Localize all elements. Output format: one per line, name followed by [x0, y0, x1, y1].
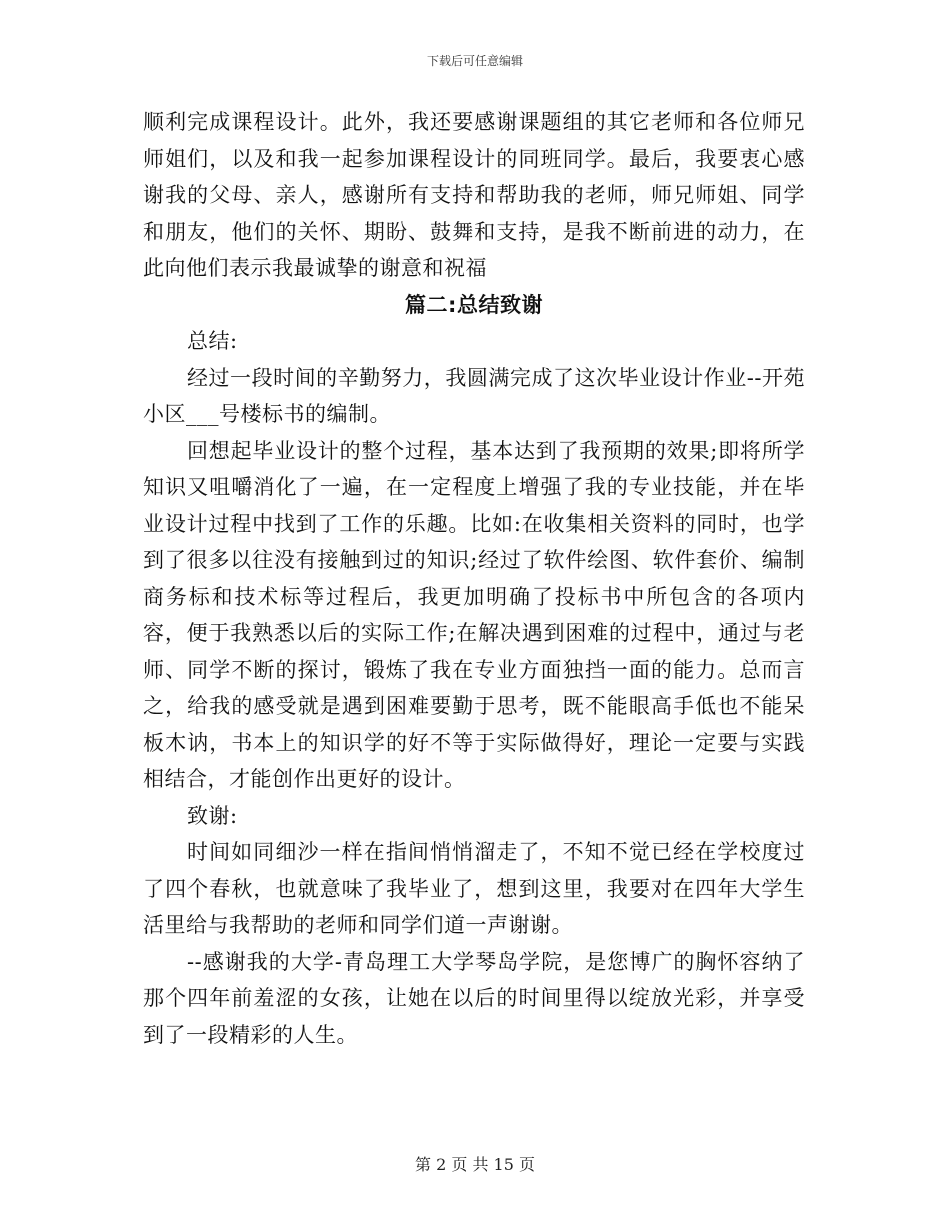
page-header: 下载后可任意编辑 [426, 54, 523, 68]
thanks-label: 致谢: [187, 803, 238, 828]
thanks-paragraph-1: 时间如同细沙一样在指间悄悄溜走了，不知不觉已经在学校度过了四个春秋，也就意味了我毕业了，想到这里，我要对在四年大学生活里给与我帮助的老师和同学们道一声谢谢。 [143, 840, 805, 937]
thanks-paragraph-2: --感谢我的大学-青岛理工大学琴岛学院，是您博广的胸怀容纳了那个四年前羞涩的女孩，让她在以后的时间里得以绽放光彩，并享受到了一段精彩的人生。 [143, 949, 805, 1047]
document-body [143, 104, 805, 1053]
summary-paragraph-2: 回想起毕业设计的整个过程，基本达到了我预期的效果;即将所学知识又咀嚼消化了一遍，在一定程度上增强了我的专业技能，并在毕业设计过程中找到了工作的乐趣。比如:在收集相关资料的同时，也学到了很多以往没有接触到过的知识;经过了软件绘图、软件套价、编制商务标和技术标等过程后，我更加明确了投标书中所包含的各项内容，便于我熟悉以后的实际工作;在解决遇到困难的过程中，通过与老师、同学不断的探讨，锻炼了我在专业方面独挡一面的能力。总而言之，给我的感受就是遇到困难要勤于思考，既不能眼高手低也不能呆板木讷，书本上的知识学的好不等于实际做得好，理论一定要与实践相结合，才能创作出更好的设计。 [143, 438, 805, 791]
summary-label: 总结: [187, 329, 238, 353]
summary-paragraph-1: 经过一段时间的辛勤努力，我圆满完成了这次毕业设计作业--开苑小区___号楼标书的编制。 [143, 365, 805, 426]
section-title: 篇二:总结致谢 [405, 292, 543, 317]
page-number: 第 2 页 共 15 页 [415, 1155, 535, 1174]
intro-paragraph: 顺利完成课程设计。此外，我还要感谢课题组的其它老师和各位师兄师姐们，以及和我一起参加课程设计的同班同学。最后，我要衷心感谢我的父母、亲人，感谢所有支持和帮助我的老师，师兄师姐、同学和朋友，他们的关怀、期盼、鼓舞和支持，是我不断前进的动力，在此向他们表示我最诚挚的谢意和祝福 [143, 110, 805, 280]
